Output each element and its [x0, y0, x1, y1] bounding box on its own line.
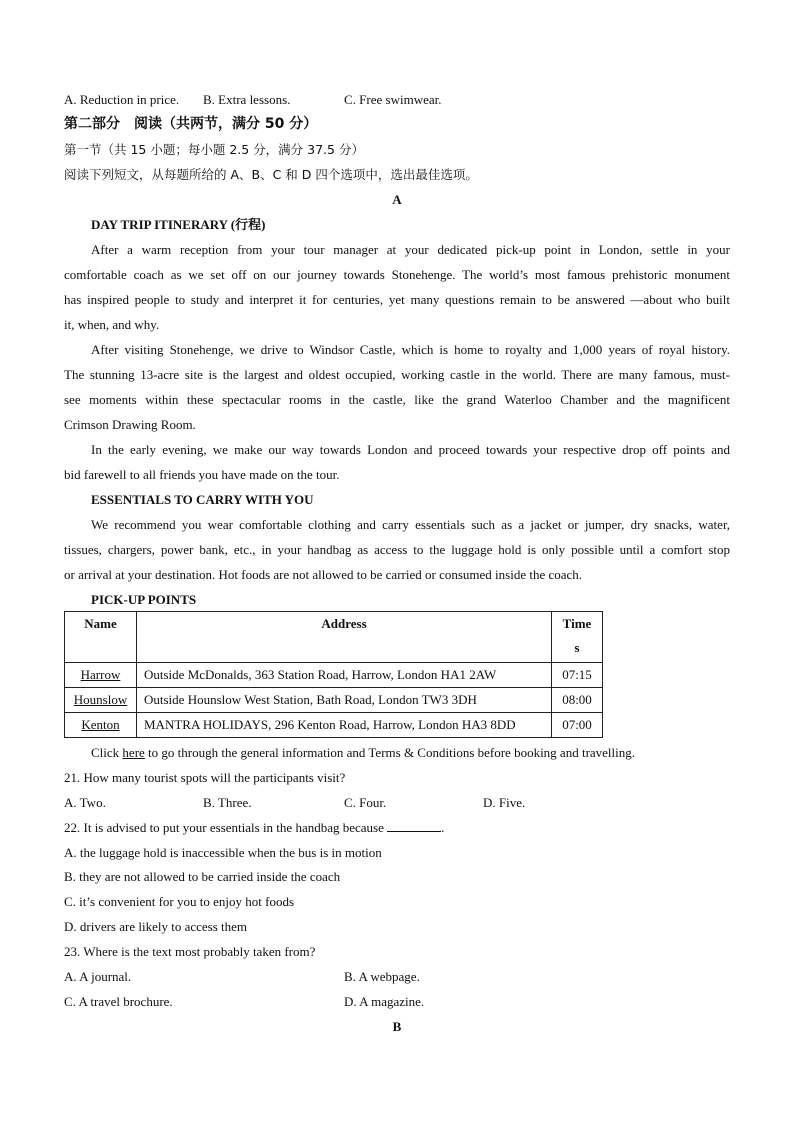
paragraph-line: comfortable coach as we set off on our journey towards Stonehenge. The world’s most famous prehistoric monument [64, 267, 730, 282]
q21-option-d: D. Five. [483, 795, 526, 810]
here-link[interactable]: here [122, 745, 145, 760]
location-link-hounslow[interactable]: Hounslow [73, 692, 128, 707]
part2-heading: 第二部分 阅读（共两节，满分 50 分） [64, 116, 318, 132]
answer-blank [387, 819, 441, 832]
table-row [65, 688, 603, 713]
question-23-stem: 23. Where is the text most probably taken from? [64, 944, 316, 959]
address-cell: Outside McDonalds, 363 Station Road, Harrow, London HA1 2AW [137, 663, 552, 688]
prev-option-b: B. Extra lessons. [203, 92, 291, 107]
paragraph-line: Crimson Drawing Room. [64, 417, 196, 432]
paragraph-line: has inspired people to study and interpret it for centuries, yet many questions remain to be answered —about who built [64, 292, 730, 307]
paragraph-line: it, when, and why. [64, 317, 160, 332]
time-cell: 08:00 [552, 688, 603, 713]
click-here-line [91, 740, 730, 765]
paragraph-line: The stunning 13-acre site is the largest and oldest occupied, working castle in the world. There are many famous, must- [64, 367, 730, 382]
passage-title: DAY TRIP ITINERARY (行程) [91, 217, 266, 232]
q21-option-c: C. Four. [344, 795, 387, 810]
paragraph-line: We recommend you wear comfortable clothing and carry essentials such as a jacket or jumper, dry snacks, water, [91, 517, 730, 532]
table-row [65, 713, 603, 738]
paragraph-line: After visiting Stonehenge, we drive to Windsor Castle, which is home to royalty and 1,000 years of royal history. [91, 342, 730, 357]
paragraph-line: see moments within these spectacular rooms in the castle, like the grand Waterloo Chamber and the magnificent [64, 392, 730, 407]
q23-option-a: A. A journal. [64, 969, 132, 984]
pickup-table [64, 611, 603, 738]
header-address: Address [137, 612, 552, 663]
pickup-heading: PICK-UP POINTS [91, 592, 197, 607]
paragraph-line: bid farewell to all friends you have made on the tour. [64, 467, 340, 482]
paragraph-line: After a warm reception from your tour manager at your dedicated pick-up point in London, settle in your [91, 242, 730, 257]
q21-option-a: A. Two. [64, 795, 106, 810]
time-cell: 07:00 [552, 713, 603, 738]
paragraph-line: or arrival at your destination. Hot foods are not allowed to be carried or consumed inside the coach. [64, 567, 583, 582]
address-cell: MANTRA HOLIDAYS, 296 Kenton Road, Harrow, London HA3 8DD [137, 713, 552, 738]
q22-option-b: B. they are not allowed to be carried inside the coach [64, 869, 341, 884]
prev-option-c: C. Free swimwear. [344, 92, 442, 107]
click-post-text: to go through the general information and Terms & Conditions before booking and travelling. [144, 745, 636, 760]
question-22-line: 22. It is advised to put your essentials in the handbag because . [64, 820, 445, 835]
paragraph-line: In the early evening, we make our way towards London and proceed towards your respective drop off points and [91, 442, 730, 457]
q23-option-d: D. A magazine. [344, 994, 425, 1009]
q22-option-a: A. the luggage hold is inaccessible when the bus is in motion [64, 845, 382, 860]
section1-heading: 第一节（共 15 小题；每小题 2.5 分，满分 37.5 分） [64, 142, 364, 157]
passage-b-letter: B [392, 1019, 402, 1034]
q23-option-b: B. A webpage. [344, 969, 420, 984]
q22-option-d: D. drivers are likely to access them [64, 919, 248, 934]
click-pre-text: Click [91, 745, 123, 760]
reading-instruction: 阅读下列短文，从每题所给的 A、B、C 和 D 四个选项中，选出最佳选项。 [64, 167, 478, 182]
time-cell: 07:15 [552, 663, 603, 688]
paragraph-line: tissues, chargers, power bank, etc., in your handbag as access to the luggage hold is only possible until a comfort stop [64, 542, 730, 557]
address-cell: Outside Hounslow West Station, Bath Road, London TW3 3DH [137, 688, 552, 713]
table-header-row [65, 612, 603, 663]
q23-option-c: C. A travel brochure. [64, 994, 173, 1009]
passage-a-letter: A [392, 192, 402, 207]
location-link-kenton[interactable]: Kenton [81, 717, 120, 732]
table-row [65, 663, 603, 688]
header-times: Time s [552, 612, 603, 663]
q21-option-b: B. Three. [203, 795, 252, 810]
q22-option-c: C. it’s convenient for you to enjoy hot foods [64, 894, 295, 909]
question-22-stem: 22. It is advised to put your essentials in the handbag because [64, 820, 384, 835]
essentials-heading: ESSENTIALS TO CARRY WITH YOU [91, 492, 314, 507]
location-link-harrow[interactable]: Harrow [80, 667, 121, 682]
prev-option-a: A. Reduction in price. [64, 92, 180, 107]
header-name: Name [65, 612, 137, 663]
question-21-stem: 21. How many tourist spots will the participants visit? [64, 770, 346, 785]
